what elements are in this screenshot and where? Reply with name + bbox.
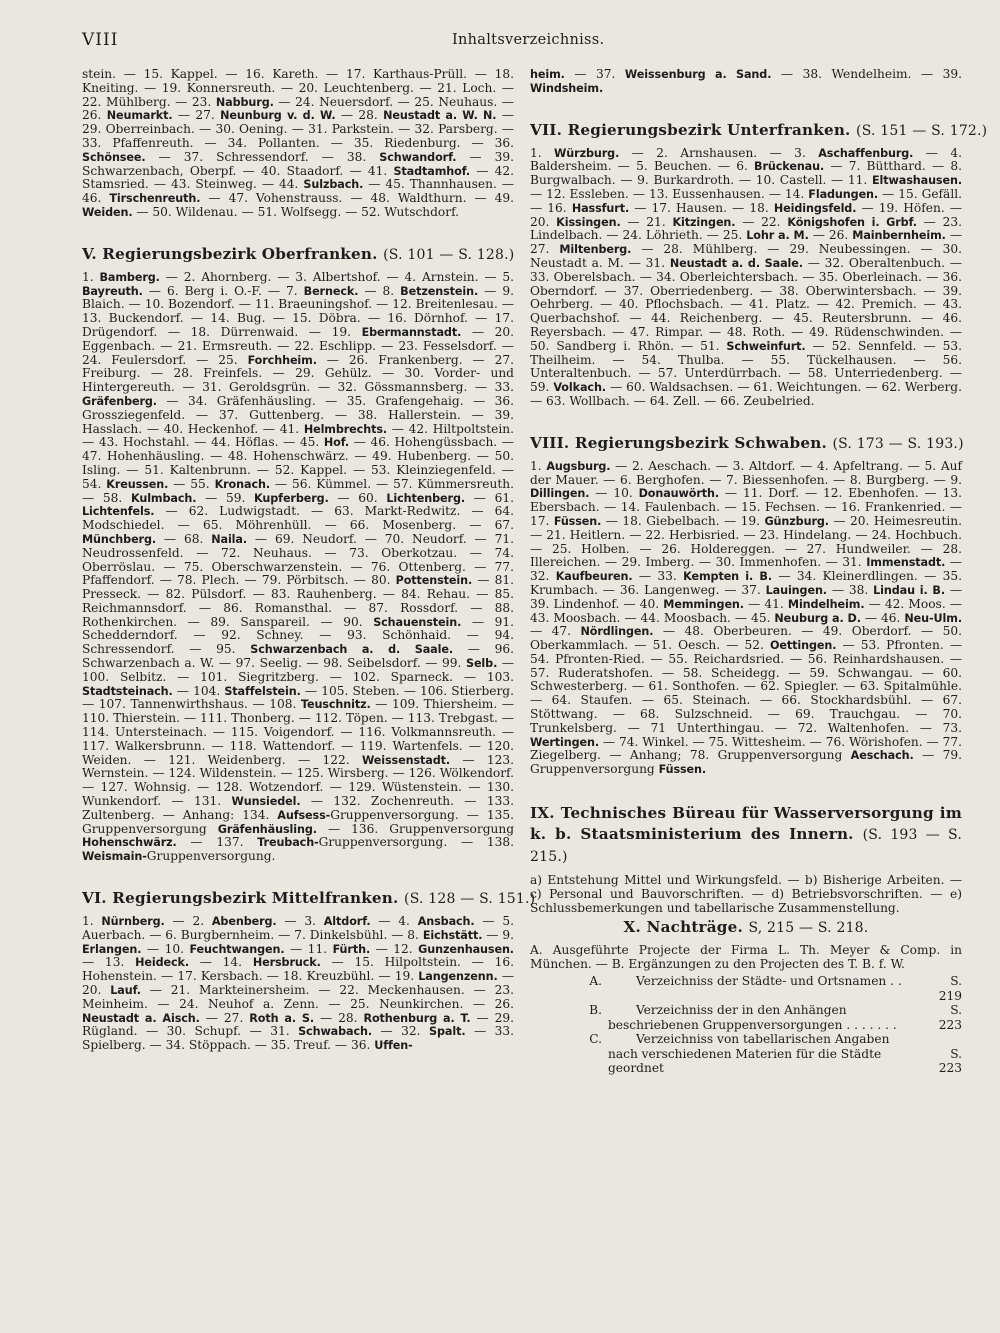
place-name-bold: Kissingen.: [556, 215, 621, 229]
place-name-bold: Brückenau.: [754, 160, 825, 174]
place-name-bold: Ebermannstadt.: [361, 325, 462, 339]
index-label: B.: [589, 1003, 602, 1018]
index-page: S. 219: [938, 974, 962, 1003]
place-name-bold: Lichtenberg.: [386, 491, 466, 505]
page-number: VIII: [82, 30, 119, 50]
place-name-bold: Füssen.: [658, 763, 707, 777]
place-name-bold: Eichstätt.: [422, 928, 483, 942]
running-head: Inhaltsverzeichniss.: [452, 32, 605, 48]
place-name-bold: Rothenburg a. T.: [363, 1011, 471, 1025]
place-name-bold: Augsburg.: [546, 459, 611, 473]
section-page-range: (S. 193 — S. 215.): [530, 827, 962, 866]
place-name-bold: Miltenberg.: [559, 243, 632, 257]
place-name-bold: Betzenstein.: [400, 284, 479, 298]
place-name-bold: Schwarzenbach a. d. Saale.: [250, 643, 453, 657]
place-name-bold: Selb.: [465, 657, 498, 671]
index-text: Verzeichniss von tabellarischen Angaben nach verschiedenen Materien für die Städte geordnet: [608, 1032, 890, 1076]
place-name-bold: Neustadt a. d. Saale.: [669, 256, 803, 270]
section-heading: [82, 244, 514, 265]
place-name-bold: Langenzenn.: [418, 970, 498, 984]
place-name-bold: Eltwashausen.: [871, 174, 962, 188]
section-title: VIII. Regierungsbezirk Schwaben.: [530, 433, 827, 452]
place-name-bold: Aschaffenburg.: [818, 146, 914, 160]
place-name-bold: Neu-Ulm.: [904, 611, 962, 625]
section-heading: [530, 120, 988, 141]
section-title: V. Regierungsbezirk Oberfranken.: [82, 244, 378, 263]
place-name-bold: Fürth.: [332, 942, 371, 956]
index-label: C.: [589, 1032, 602, 1047]
place-name-bold: Bayreuth.: [82, 284, 143, 298]
section-title: VI. Regierungsbezirk Mittelfranken.: [82, 889, 399, 908]
entry-paragraph: stein. — 15. Kappel. — 16. Kareth. — 17. Karthaus-Prüll. — 18. Kneiting. — 19. Konnersreuth. — 20. Leuchtenberg. — 21. Loch. — 22. Mühlberg. — 23. Nabburg. — 24. Neuersdorf. — 25. Neuhaus. — 26. Neumarkt. — 27. Neunburg v. d. W. — 28. Neustadt a. W. N. — 29. Oberreinbach. — 30. Oening. — 31. Parkstein. — 32. Parsberg. — 33. Pfaffenreuth. — 34. Pollanten. — 35. Riedenburg. — 36. Schönsee. — 37. Schressendorf. — 38. Schwandorf. — 39. Schwarzenbach, Oberpf. — 40. Staadorf. — 41. Stadtamhof. — 42. Stamsried. — 43. Steinweg. — 44. Sulzbach. — 45. Thannhausen. — 46. Tirschenreuth. — 47. Vohenstrauss. — 48. Waldthurn. — 49. Weiden. — 50. Wildenau. — 51. Wolfsegg. — 52. Wutschdorf.: [82, 67, 514, 219]
place-name-bold: Immenstadt.: [866, 556, 946, 570]
index-text: Verzeichniss der Städte- und Ortsnamen . .: [636, 974, 902, 989]
place-name-bold: Dillingen.: [530, 487, 590, 501]
place-name-bold: Lichtenfels.: [82, 505, 155, 519]
page-header: [82, 30, 962, 54]
place-name-bold: Ansbach.: [417, 915, 475, 929]
entry-paragraph: A. Ausgeführte Projecte der Firma L. Th. Meyer & Comp. in München. — B. Ergänzungen zu den Projecten des T. B. f. W.: [530, 943, 962, 972]
left-column: [82, 67, 536, 1053]
place-name-bold: Schönsee.: [82, 150, 146, 164]
place-name-bold: Weissenstadt.: [361, 753, 451, 767]
place-name-bold: Kempten i. B.: [683, 570, 773, 584]
place-name-bold: Teuschnitz.: [300, 698, 371, 712]
entry-paragraph: a) Entstehung Mittel und Wirkungsfeld. — b) Bisherige Arbeiten. — c) Personal und Bauvorschriften. — d) Betriebsvorschriften. — e) Schlussbemerkungen und tabellarische Zusammenstellung.: [530, 873, 962, 915]
place-name-bold: Füssen.: [553, 514, 602, 528]
place-name-bold: Gräfenhäusling.: [217, 822, 317, 836]
index-label: A.: [589, 974, 602, 989]
place-name-bold: Neuburg a. D.: [774, 611, 861, 625]
place-name-bold: Tirschenreuth.: [109, 192, 201, 206]
place-name-bold: Aufsess-: [277, 808, 331, 822]
place-name-bold: Lauf.: [110, 984, 141, 998]
place-name-bold: Oettingen.: [769, 639, 837, 653]
place-name-bold: Staffelstein.: [224, 684, 301, 698]
place-name-bold: Neustadt a. Aisch.: [82, 1011, 200, 1025]
section-heading: [82, 888, 536, 909]
place-name-bold: Wertingen.: [530, 735, 600, 749]
place-name-bold: Gunzenhausen.: [418, 942, 514, 956]
entry-paragraph: 1. Augsburg. — 2. Aeschach. — 3. Altdorf. — 4. Apfeltrang. — 5. Auf der Mauer. — 6. Berghofen. — 7. Biessenhofen. — 8. Burgberg. — 9. Dillingen. — 10. Donauwörth. — 11. Dorf. — 12. Ebenhofen. — 13. Ebersbach. — 14. Faulenbach. — 15. Fechsen. — 16. Frankenried. — 17. Füssen. — 18. Giebelbach. — 19. Günzburg. — 20. Heimesreutin. — 21. Heitlern. — 22. Herbisried. — 23. Hindelang. — 24. Hochbuch. — 25. Holben. — 26. Holdereggen. — 27. Hundweiler. — 28. Illereichen. — 29. Imberg. — 30. Immenhofen. — 31. Immenstadt. — 32. Kaufbeuren. — 33. Kempten i. B. — 34. Kleinerdlingen. — 35. Krumbach. — 36. Langenweg. — 37. Lauingen. — 38. Lindau i. B. — 39. Lindenhof. — 40. Memmingen. — 41. Mindelheim. — 42. Moos. — 43. Moosbach. — 44. Moosbach. — 45. Neuburg a. D. — 46. Neu-Ulm. — 47. Nördlingen. — 48. Oberbeuren. — 49. Oberdorf. — 50. Oberkammlach. — 51. Oesch. — 52. Oettingen. — 53. Pfronten. — 54. Pfronten-Ried. — 55. Reichardsried. — 56. Reinhardshausen. — 57. Ruderatshofen. — 58. Scheidegg. — 59. Schwangau. — 60. Schwesterberg. — 61. Sonthofen. — 62. Spiegler. — 63. Spitalmühle. — 64. Staufen. — 65. Steinach. — 66. Stockhardsbühl. — 67. Stöttwang. — 68. Sulzschneid. — 69. Trauchgau. — 70. Trunkelsberg. — 71 Unterthingau. — 72. Waltenhofen. — 73. Wertingen. — 74. Winkel. — 75. Wittesheim. — 76. Wörishofen. — 77. Ziegelberg. — Anhang; 78. Gruppenversorgung Aeschach. — 79. Gruppenversorgung Füssen.: [530, 458, 963, 777]
place-name-bold: Windsheim.: [530, 81, 604, 95]
place-name-bold: Münchberg.: [82, 532, 157, 546]
place-name-bold: Schweinfurt.: [726, 339, 806, 353]
index-row: [530, 974, 962, 1003]
place-name-bold: Königshofen i. Grbf.: [787, 215, 917, 229]
place-name-bold: Memmingen.: [663, 597, 744, 611]
place-name-bold: Lindau i. B.: [873, 583, 945, 597]
place-name-bold: Helmbrechts.: [303, 422, 388, 436]
place-name-bold: Stadtamhof.: [393, 164, 471, 178]
entry-paragraph: heim. — 37. Weissenburg a. Sand. — 38. Wendelheim. — 39. Windsheim.: [530, 67, 962, 95]
place-name-bold: Mindelheim.: [787, 597, 865, 611]
section-heading: [530, 917, 962, 938]
place-name-bold: Stadtsteinach.: [82, 684, 173, 698]
entry-paragraph: 1. Nürnberg. — 2. Abenberg. — 3. Altdorf. — 4. Ansbach. — 5. Auerbach. — 6. Burgbernheim. — 7. Dinkelsbühl. — 8. Eichstätt. — 9. Erlangen. — 10. Feuchtwangen. — 11. Fürth. — 12. Gunzenhausen. — 13. Heideck. — 14. Hersbruck. — 15. Hilpoltstein. — 16. Hohenstein. — 17. Kersbach. — 18. Kreuzbühl. — 19. Langenzenn. — 20. Lauf. — 21. Markteinersheim. — 22. Meckenhausen. — 23. Meinheim. — 24. Neuhof a. Zenn. — 25. Neunkirchen. — 26. Neustadt a. Aisch. — 27. Roth a. S. — 28. Rothenburg a. T. — 29. Rügland. — 30. Schupf. — 31. Schwabach. — 32. Spalt. — 33. Spielberg. — 34. Stöppach. — 35. Treuf. — 36. Uffen-: [82, 914, 515, 1053]
place-name-bold: Heidingsfeld.: [773, 201, 857, 215]
place-name-bold: Lohr a. M.: [746, 229, 809, 243]
place-name-bold: Weiden.: [82, 205, 133, 219]
place-name-bold: Aeschach.: [850, 749, 914, 763]
place-name-bold: Naila.: [211, 532, 248, 546]
place-name-bold: Nördlingen.: [580, 625, 654, 639]
place-name-bold: Erlangen.: [82, 942, 142, 956]
place-name-bold: Kaufbeuren.: [555, 570, 633, 584]
place-name-bold: Gräfenberg.: [82, 394, 157, 408]
section-page-range: (S. 151 — S. 172.): [856, 122, 988, 139]
place-name-bold: Nabburg.: [215, 95, 274, 109]
place-name-bold: Wunsiedel.: [231, 795, 301, 809]
place-name-bold: Mainbernheim.: [852, 229, 946, 243]
place-name-bold: Neumarkt.: [106, 109, 173, 123]
section-page-range: (S. 128 — S. 151.): [404, 891, 536, 908]
place-name-bold: Schwabach.: [298, 1025, 373, 1039]
section-page-range: (S. 101 — S. 128.): [383, 246, 515, 263]
place-name-bold: Hassfurt.: [571, 201, 630, 215]
place-name-bold: Volkach.: [553, 381, 606, 395]
appendix-index: [530, 974, 962, 1076]
section-title: VII. Regierungsbezirk Unterfranken.: [530, 120, 851, 139]
place-name-bold: Weismain-: [82, 850, 147, 864]
place-name-bold: Neunburg v. d. W.: [220, 109, 336, 123]
index-page: S. 223: [938, 1003, 962, 1032]
index-page: S. 223: [938, 1046, 962, 1076]
index-text: Verzeichniss der in den Anhängen beschriebenen Gruppenversorgungen . . . . . . .: [608, 1003, 897, 1032]
section-heading: [530, 433, 962, 454]
place-name-bold: Donauwörth.: [638, 487, 720, 501]
place-name-bold: Schauenstein.: [373, 615, 462, 629]
place-name-bold: Hof.: [323, 436, 350, 450]
place-name-bold: Kulmbach.: [130, 491, 197, 505]
place-name-bold: Treubach-: [257, 836, 319, 850]
place-name-bold: Schwandorf.: [379, 150, 457, 164]
place-name-bold: Spalt.: [429, 1025, 466, 1039]
place-name-bold: Abenberg.: [211, 915, 277, 929]
place-name-bold: Lauingen.: [765, 583, 827, 597]
place-name-bold: Kupferberg.: [254, 491, 329, 505]
place-name-bold: Nürnberg.: [101, 915, 165, 929]
place-name-bold: Forchheim.: [247, 353, 317, 367]
index-row: [530, 1003, 962, 1032]
place-name-bold: Hohenschwärz.: [82, 836, 177, 850]
place-name-bold: Günzburg.: [764, 514, 829, 528]
place-name-bold: Altdorf.: [323, 915, 371, 929]
place-name-bold: Berneck.: [303, 284, 359, 298]
section-title: IX. Technisches Büreau für Wasserversorgung im k. b. Staatsministerium des Innern.: [530, 804, 962, 844]
place-name-bold: Fladungen.: [808, 187, 879, 201]
place-name-bold: Neustadt a. W. N.: [383, 109, 497, 123]
section-page-range: S, 215 — S. 218.: [748, 920, 869, 937]
place-name-bold: Hersbruck.: [252, 956, 321, 970]
place-name-bold: Feuchtwangen.: [189, 942, 285, 956]
entry-paragraph: 1. Würzburg. — 2. Arnshausen. — 3. Aschaffenburg. — 4. Baldersheim. — 5. Beuchen. — 6. Brückenau. — 7. Bütthard. — 8. Burgwalbach. — 9. Burkardroth. — 10. Castell. — 11. Eltwashausen. — 12. Essleben. — 13. Eussenhausen. — 14. Fladungen. — 15. Gefäll. — 16. Hassfurt. — 17. Hausen. — 18. Heidingsfeld. — 19. Höfen. — 20. Kissingen. — 21. Kitzingen. — 22. Königshofen i. Grbf. — 23. Lindelbach. — 24. Löhrieth. — 25. Lohr a. M. — 26. Mainbernheim. — 27. Miltenberg. — 28. Mühlberg. — 29. Neubessingen. — 30. Neustadt a. M. — 31. Neustadt a. d. Saale. — 32. Oberaltenbuch. — 33. Oberelsbach. — 34. Oberleichtersbach. — 35. Oberleinach. — 36. Oberndorf. — 37. Oberriedenberg. — 38. Oberwintersbach. — 39. Oehrberg. — 40. Pflochsbach. — 41. Platz. — 42. Premich. — 43. Querbachshof. — 44. Reichenberg. — 45. Reutersbrunn. — 46. Reyersbach. — 47. Rimpar. — 48. Roth. — 49. Rüdenschwinden. — 50. Sandberg i. Rhön. — 51. Schweinfurt. — 52. Sennfeld. — 53. Theilheim. — 54. Thulba. — 55. Tückelhausen. — 56. Unteraltenbuch. — 57. Unterdürrbach. — 58. Unterriedenberg. — 59. Volkach. — 60. Waldsachsen. — 61. Weichtungen. — 62. Werberg. — 63. Wollbach. — 64. Zell. — 66. Zeubelried.: [530, 145, 963, 408]
place-name-bold: Kitzingen.: [672, 215, 736, 229]
section-page-range: (S. 173 — S. 193.): [832, 435, 964, 452]
place-name-bold: Kreussen.: [106, 477, 169, 491]
place-name-bold: Roth a. S.: [249, 1011, 314, 1025]
place-name-bold: Weissenburg a. Sand.: [624, 68, 772, 81]
place-name-bold: Sulzbach.: [303, 178, 364, 192]
place-name-bold: Kronach.: [214, 477, 270, 491]
place-name-bold: Pottenstein.: [395, 574, 473, 588]
place-name-bold: Heideck.: [135, 956, 189, 970]
section-heading: [530, 803, 962, 868]
index-row: [530, 1032, 962, 1076]
right-column: [530, 67, 988, 1076]
place-name-bold: Bamberg.: [99, 270, 160, 284]
entry-paragraph: 1. Bamberg. — 2. Ahornberg. — 3. Albertshof. — 4. Arnstein. — 5. Bayreuth. — 6. Berg i. O.-F. — 7. Berneck. — 8. Betzenstein. — 9. Blaich. — 10. Bozendorf. — 11. Braeuningshof. — 12. Breitenlesau. — 13. Buckendorf. — 14. Bug. — 15. Döbra. — 16. Dörnhof. — 17. Drügendorf. — 18. Dürrenwaid. — 19. Ebermannstadt. — 20. Eggenbach. — 21. Ermsreuth. — 22. Eschlipp. — 23. Fesselsdorf. — 24. Feulersdorf. — 25. Forchheim. — 26. Frankenberg. — 27. Freiburg. — 28. Freinfels. — 29. Gehülz. — 30. Vorder- und Hintergereuth. — 31. Geroldsgrün. — 32. Gössmannsberg. — 33. Gräfenberg. — 34. Gräfenhäusling. — 35. Grafengehaig. — 36. Grossziegenfeld. — 37. Guttenberg. — 38. Hallerstein. — 39. Hasslach. — 40. Heckenhof. — 41. Helmbrechts. — 42. Hiltpoltstein. — 43. Hochstahl. — 44. Höflas. — 45. Hof. — 46. Hohengüssbach. — 47. Hohenhäusling. — 48. Hohenschwärz. — 49. Hubenberg. — 50. Isling. — 51. Kaltenbrunn. — 52. Kappel. — 53. Kleinziegenfeld. — 54. Kreussen. — 55. Kronach. — 56. Kümmel. — 57. Kümmersreuth. — 58. Kulmbach. — 59. Kupferberg. — 60. Lichtenberg. — 61. Lichtenfels. — 62. Ludwigstadt. — 63. Markt-Redwitz. — 64. Modschiedel. — 65. Möhrenhüll. — 66. Mosenberg. — 67. Münchberg. — 68. Naila. — 69. Neudorf. — 70. Neudorf. — 71. Neudrossenfeld. — 72. Neuhaus. — 73. Oberkotzau. — 74. Oberröslau. — 75. Oberschwarzenstein. — 76. Ottenberg. — 77. Pfaffendorf. — 78. Plech. — 79. Pörbitsch. — 80. Pottenstein. — 81. Presseck. — 82. Pülsdorf. — 83. Rauhenberg. — 84. Rehau. — 85. Reichmannsdorf. — 86. Romansthal. — 87. Rossdorf. — 88. Rothenkirchen. — 89. Sanspareil. — 90. Schauenstein. — 91. Schedderndorf. — 92. Schney. — 93. Schönhaid. — 94. Schressendorf. — 95. Schwarzenbach a. d. Saale. — 96. Schwarzenbach a. W. — 97. Seelig. — 98. Seibelsdorf. — 99. Selb. — 100. Selbitz. — 101. Siegritzberg. — 102. Sparneck. — 103. Stadtsteinach. — 104. Staffelstein. — 105. Steben. — 106. Stierberg. — 107. Tannenwirthshaus. — 108. Teuschnitz. — 109. Thiersheim. — 110. Thierstein. — 111. Thonberg. — 112. Töpen. — 113. Trebgast. — 114. Untersteinach. — 115. Voigendorf. — 116. Volkmannsreuth. — 117. Walkersbrunn. — 118. Wattendorf. — 119. Wartenfels. — 120. Weiden. — 121. Weidenberg. — 122. Weissenstadt. — 123. Wernstein. — 124. Wildenstein. — 125. Wirsberg. — 126. Wölkendorf. — 127. Wohnsig. — 128. Wotzendorf. — 129. Wüstenstein. — 130. Wunkendorf. — 131. Wunsiedel. — 132. Zochenreuth. — 133. Zultenberg. — Anhang: 134. Aufsess-Gruppenversorgung. — 135. Gruppenversorgung Gräfenhäusling. — 136. Gruppenversorgung Hohenschwärz. — 137. Treubach-Gruppenversorgung. — 138. Weismain-Gruppenversorgung.: [82, 269, 515, 864]
place-name-bold: Würzburg.: [554, 146, 620, 160]
place-name-bold: Uffen-: [374, 1039, 413, 1053]
place-name-bold: heim.: [530, 68, 565, 81]
section-title: X. Nachträge.: [623, 918, 743, 937]
